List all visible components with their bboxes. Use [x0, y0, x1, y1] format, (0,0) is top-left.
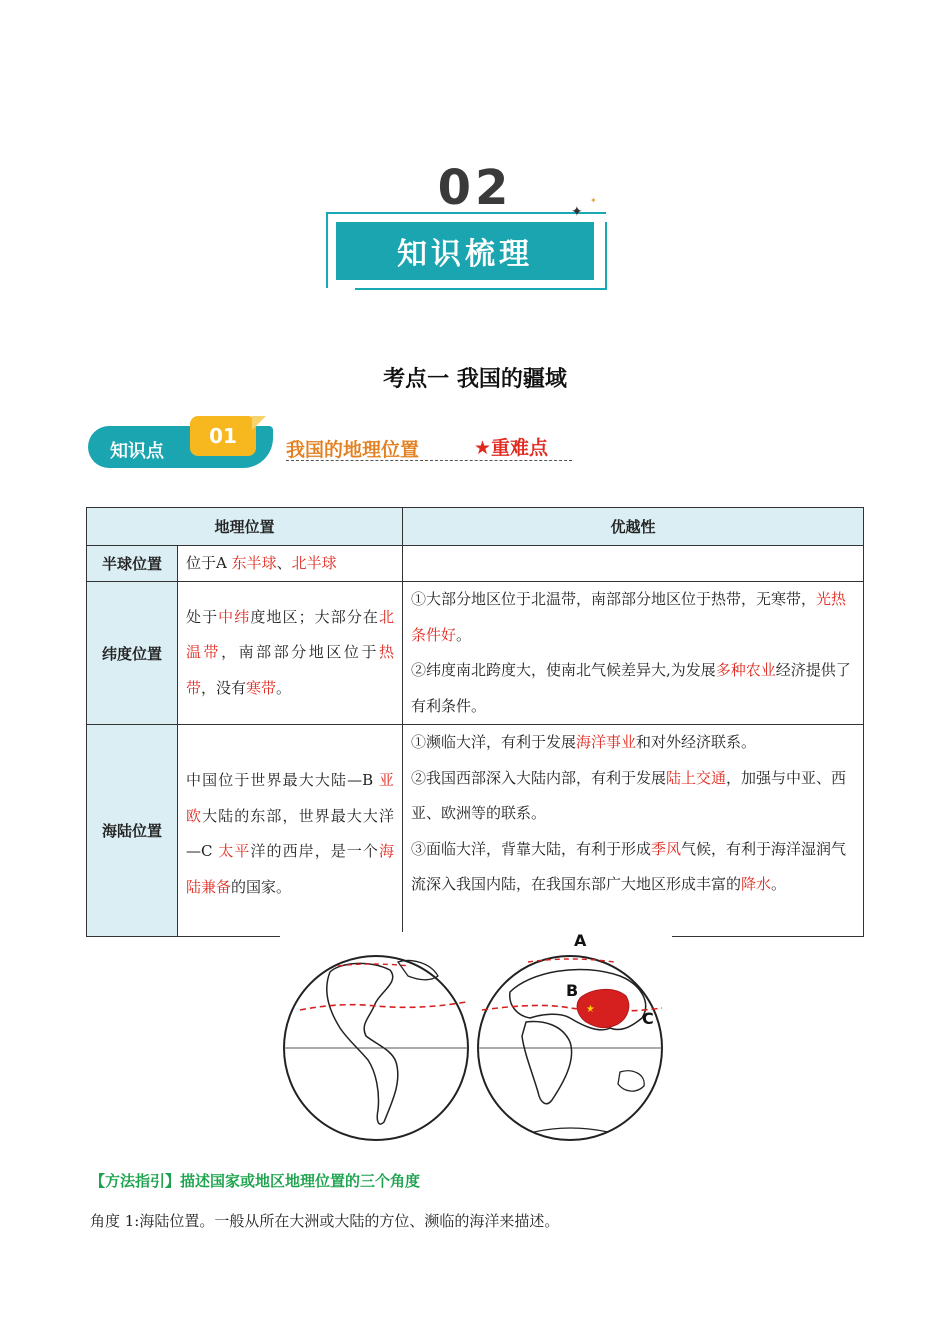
chapter-number: 02	[437, 160, 513, 216]
table-header-row	[87, 508, 864, 546]
latitude-advantage	[403, 582, 864, 725]
sparkle-small-icon: ✦	[590, 196, 597, 205]
method-guide-title: 【方法指引】描述国家或地区地理位置的三个角度	[90, 1172, 421, 1190]
hemisphere-advantage	[403, 546, 864, 582]
angle-1-text: 角度 1:海陆位置。一般从所在大洲或大陆的方位、濒临的海洋来描述。	[90, 1212, 560, 1230]
category-hemisphere: 半球位置	[87, 546, 178, 582]
title-underline	[286, 460, 572, 461]
banner	[336, 222, 594, 280]
western-hemisphere	[284, 956, 468, 1140]
knowledge-tag-number: 01	[190, 416, 256, 456]
latitude-advantage-1: ①大部分地区位于北温带，南部部分地区位于热带，无寒带，光热条件好。	[411, 590, 847, 644]
banner-title: 知识梳理	[397, 237, 533, 272]
hemisphere-map	[280, 932, 672, 1154]
category-sea-land: 海陆位置	[87, 725, 178, 937]
geo-position-table	[86, 507, 864, 937]
sea-land-advantage-3: ③面临大洋，背靠大陆，有利于形成季风气候，有利于海洋湿润气流深入我国内陆，在我国东部广大地区形成丰富的降水。	[411, 839, 847, 893]
hemisphere-position: 位于A 东半球、北半球	[178, 546, 403, 582]
table-row	[87, 582, 864, 725]
latitude-advantage-2: ②纬度南北跨度大，使南北气候差异大,为发展多种农业经济提供了有利条件。	[411, 661, 851, 715]
knowledge-tag-label: 知识点	[110, 441, 164, 462]
knowledge-title: 我国的地理位置	[286, 439, 420, 461]
latitude-position: 处于中纬度地区；大部分在北温带，南部部分地区位于热带，没有寒带。	[178, 582, 403, 725]
sparkle-icon: ✦	[571, 204, 583, 220]
tag-corner-fold	[252, 416, 266, 430]
difficulty-badge: ★重难点	[474, 437, 549, 459]
category-latitude: 纬度位置	[87, 582, 178, 725]
sea-land-advantage	[403, 725, 864, 937]
sea-land-advantage-1: ①濒临大洋，有利于发展海洋事业和对外经济联系。	[411, 733, 757, 751]
sea-land-advantage-2: ②我国西部深入大陆内部，有利于发展陆上交通，加强与中亚、西亚、欧洲等的联系。	[411, 768, 847, 822]
map-label-a: A	[574, 932, 587, 950]
map-label-b: B	[566, 981, 579, 1000]
header-position: 地理位置	[87, 508, 403, 546]
table-row	[87, 546, 864, 582]
table-row	[87, 725, 864, 937]
sea-land-position: 中国位于世界最大大陆—B 亚欧大陆的东部，世界最大大洋—C 太平洋的西岸，是一个海陆兼备的国家。	[178, 725, 403, 937]
map-label-c: C	[642, 1009, 654, 1028]
section-title: 考点一 我国的疆域	[383, 367, 567, 392]
china-star-icon: ★	[586, 1004, 595, 1015]
header-advantage: 优越性	[403, 508, 864, 546]
